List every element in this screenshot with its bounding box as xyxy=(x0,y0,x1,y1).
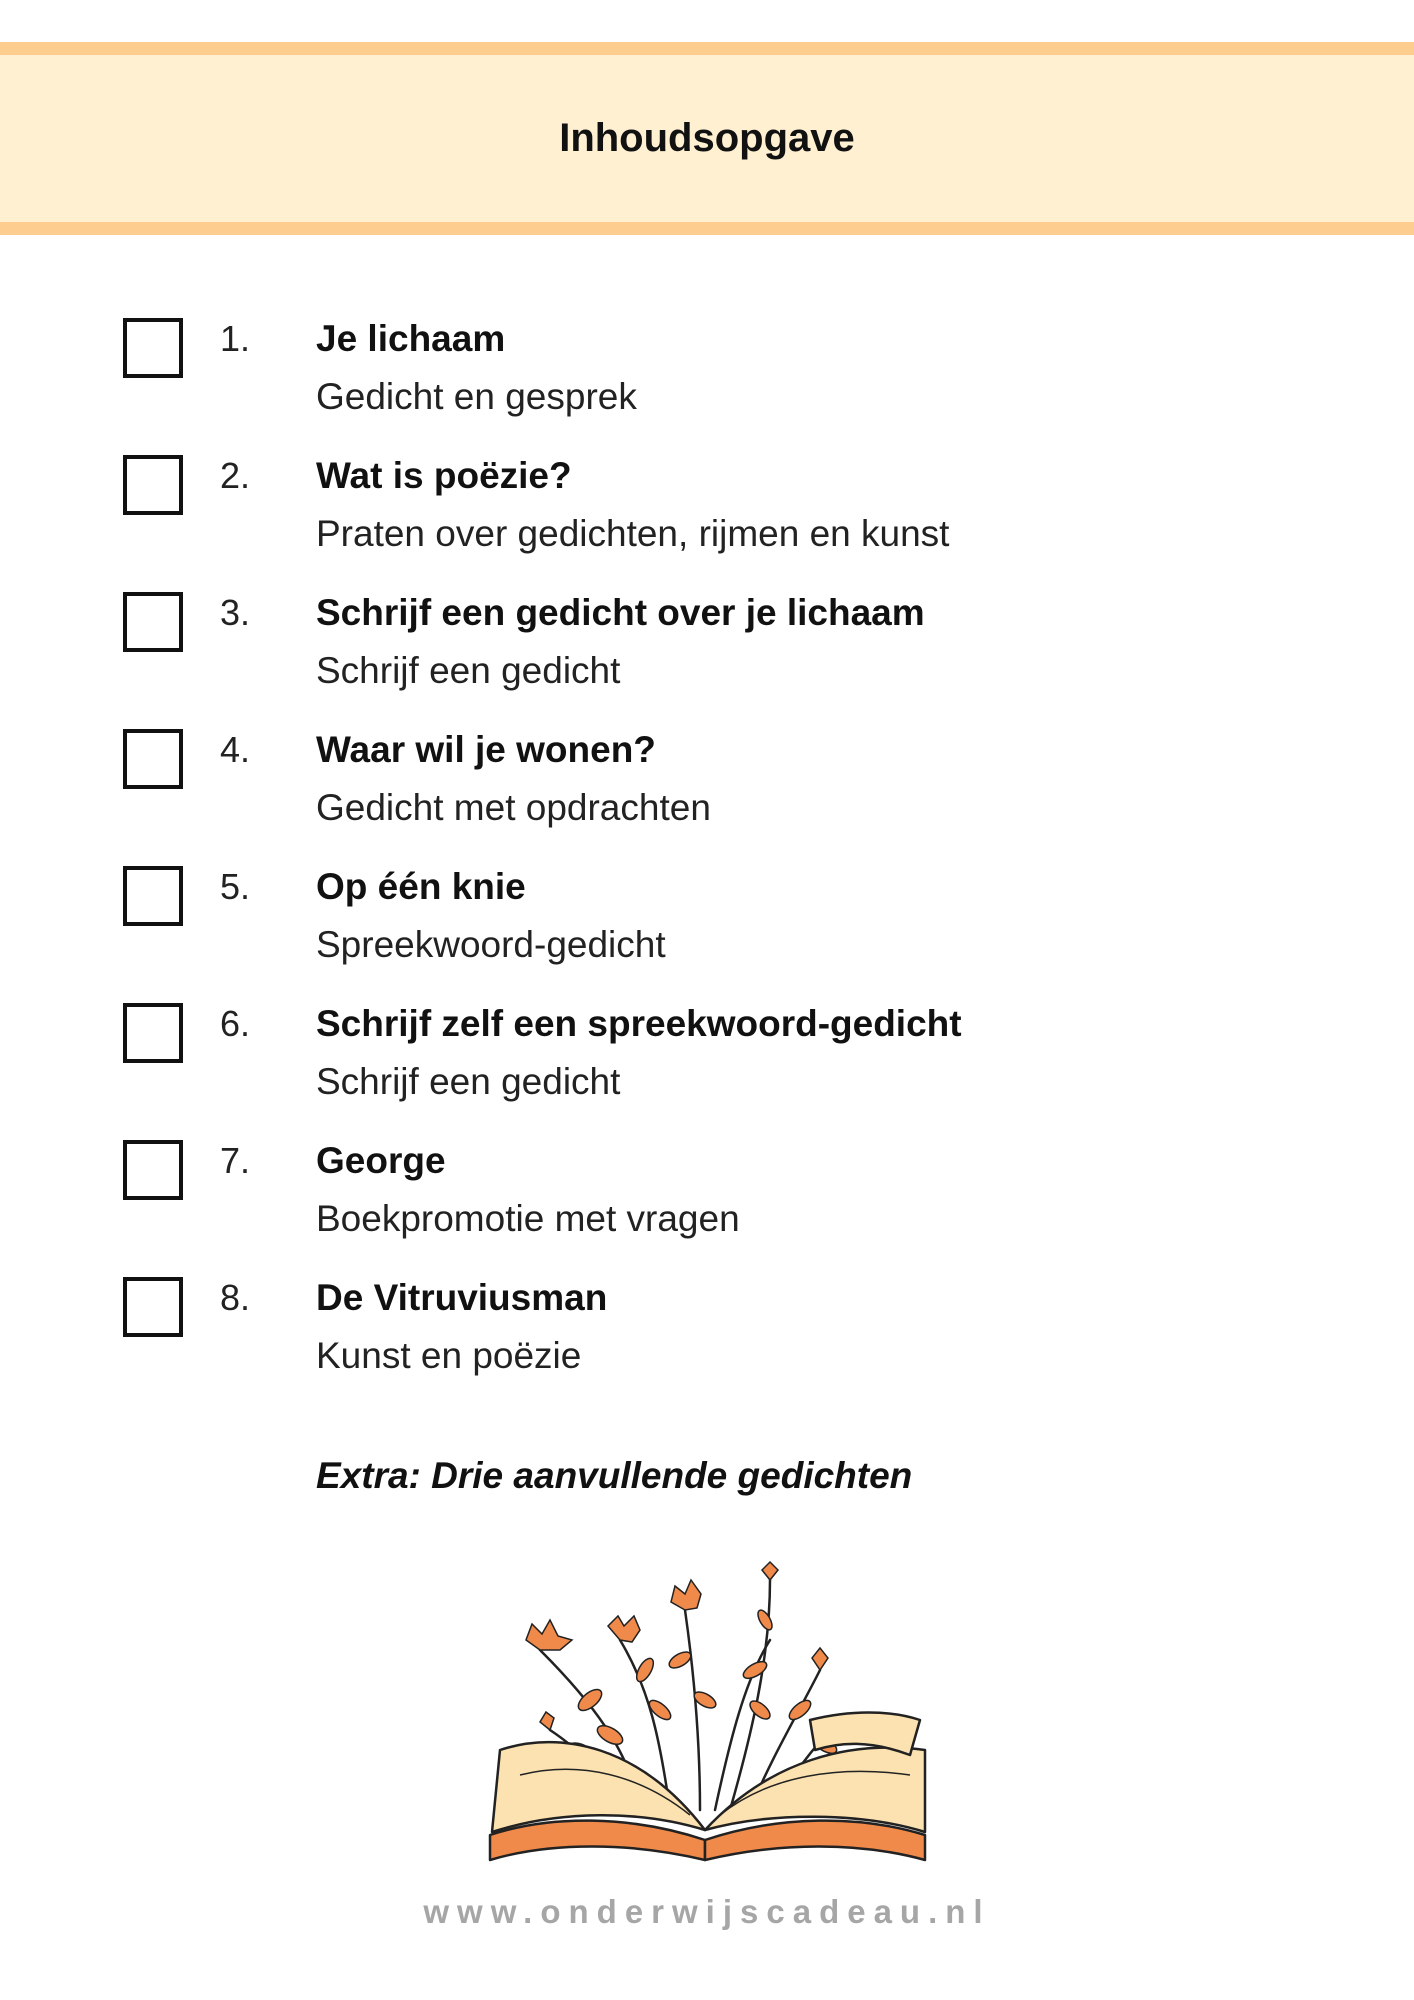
checkbox[interactable] xyxy=(123,1003,183,1063)
item-subtitle: Boekpromotie met vragen xyxy=(316,1198,740,1239)
toc-item-8 xyxy=(0,1259,1414,1379)
item-title: Schrijf zelf een spreekwoord-gedicht xyxy=(316,1003,962,1044)
item-title: Wat is poëzie? xyxy=(316,455,572,496)
item-number: 3. xyxy=(220,592,251,633)
item-number: 1. xyxy=(220,318,251,359)
item-title: De Vitruviusman xyxy=(316,1277,608,1318)
item-number: 4. xyxy=(220,729,251,770)
checkbox[interactable] xyxy=(123,592,183,652)
extra-note: Extra: Drie aanvullende gedichten xyxy=(316,1455,913,1496)
item-subtitle: Schrijf een gedicht xyxy=(316,1061,621,1102)
item-subtitle: Gedicht met opdrachten xyxy=(316,787,711,828)
checkbox[interactable] xyxy=(123,729,183,789)
item-title: Je lichaam xyxy=(316,318,506,359)
item-subtitle: Praten over gedichten, rijmen en kunst xyxy=(316,513,950,554)
header-banner xyxy=(0,42,1414,235)
item-title: Schrijf een gedicht over je lichaam xyxy=(316,592,925,633)
item-title: Op één knie xyxy=(316,866,526,907)
item-subtitle: Schrijf een gedicht xyxy=(316,650,621,691)
item-title: George xyxy=(316,1140,446,1181)
item-number: 8. xyxy=(220,1277,251,1318)
toc-item-6 xyxy=(0,985,1414,1105)
checkbox[interactable] xyxy=(123,455,183,515)
page-title: Inhoudsopgave xyxy=(559,116,855,160)
checkbox[interactable] xyxy=(123,1277,183,1337)
item-subtitle: Spreekwoord-gedicht xyxy=(316,924,666,965)
open-book-with-flowers-icon xyxy=(470,1560,950,1870)
item-number: 6. xyxy=(220,1003,251,1044)
toc-item-2 xyxy=(0,437,1414,557)
checkbox[interactable] xyxy=(123,1140,183,1200)
toc-item-1 xyxy=(0,300,1414,420)
item-number: 7. xyxy=(220,1140,251,1181)
checkbox[interactable] xyxy=(123,318,183,378)
toc-item-3 xyxy=(0,574,1414,694)
item-title: Waar wil je wonen? xyxy=(316,729,656,770)
checkbox[interactable] xyxy=(123,866,183,926)
toc-item-4 xyxy=(0,711,1414,831)
footer-url[interactable]: www.onderwijscadeau.nl xyxy=(423,1893,991,1930)
item-number: 2. xyxy=(220,455,251,496)
item-subtitle: Kunst en poëzie xyxy=(316,1335,582,1376)
item-number: 5. xyxy=(220,866,251,907)
item-subtitle: Gedicht en gesprek xyxy=(316,376,637,417)
toc-item-7 xyxy=(0,1122,1414,1242)
toc-item-5 xyxy=(0,848,1414,968)
